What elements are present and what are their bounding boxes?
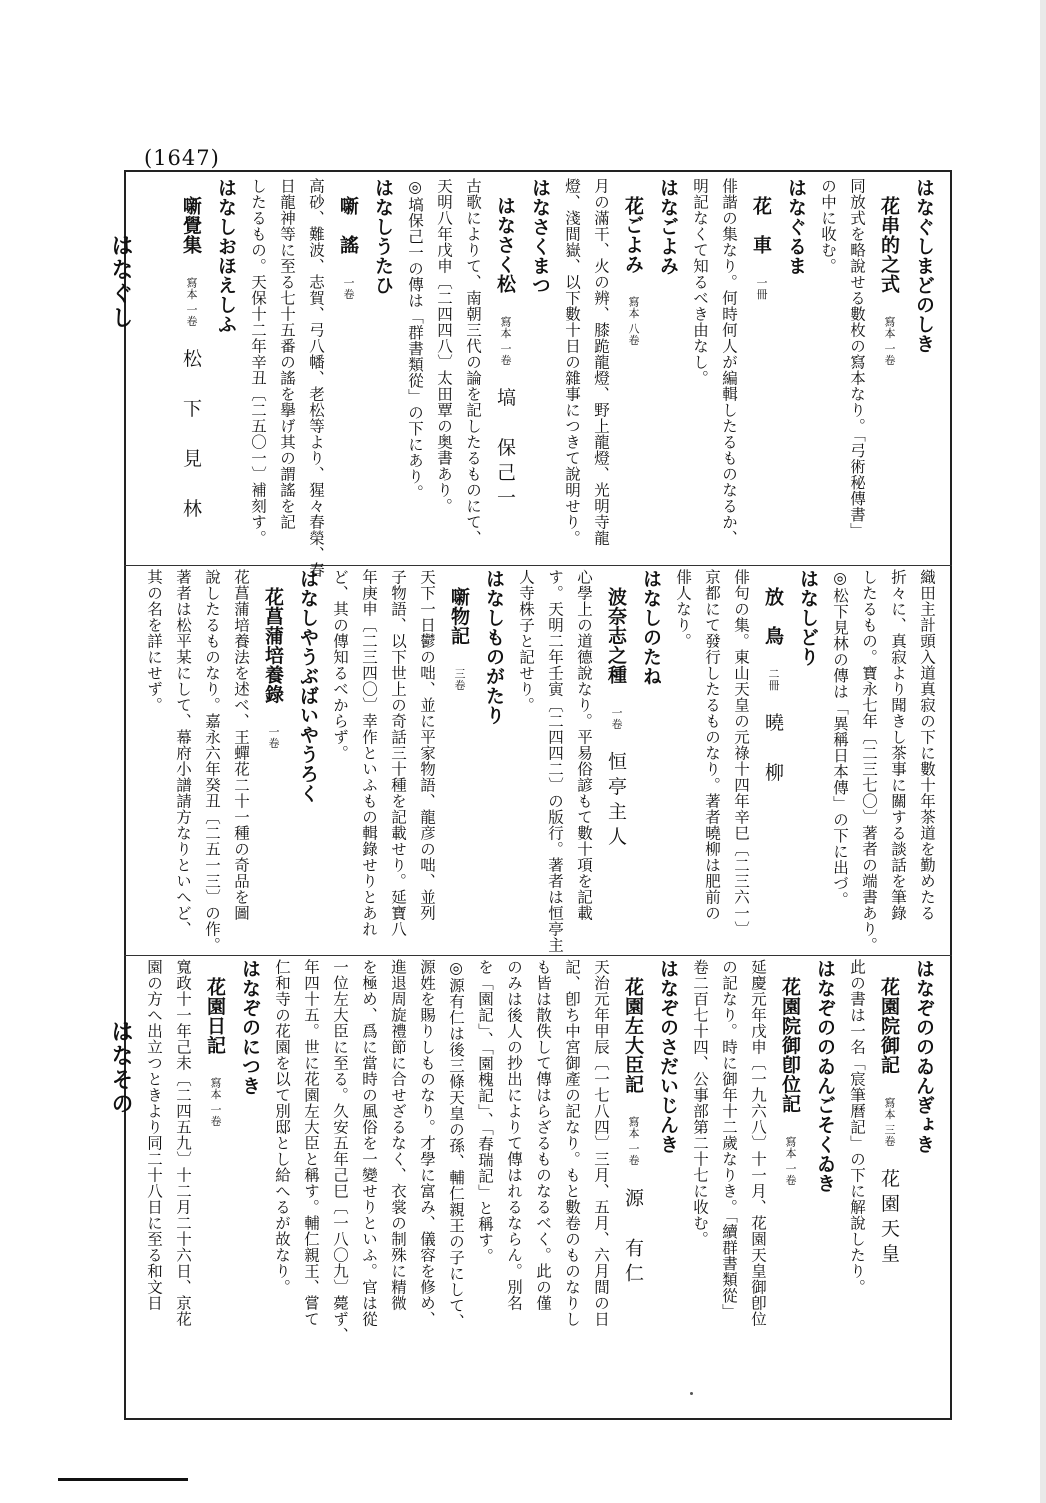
entry-format: 三卷 xyxy=(453,667,466,691)
entry-title-line xyxy=(745,178,777,562)
entry-title: 花串的之式 xyxy=(878,196,900,294)
side-heading-bottom: はなその xyxy=(108,1020,134,1116)
entry-text-line: 年庚申〔二三四〇〕幸作といふもの輯錄せりとあれ xyxy=(360,569,378,937)
entry-text-line: ど、其の傳知るべからず。 xyxy=(331,569,349,761)
entry-band-middle xyxy=(145,569,940,953)
entry-text-line: も皆は散佚して傳はらざるものなるべく。此の僅 xyxy=(534,959,552,1311)
entry-text-line: のみは後人の抄出によりて傳はれるならん。別名 xyxy=(505,959,523,1311)
entry-text-line: ◎塙保己一の傳は「群書類從」の下にあり。 xyxy=(406,178,424,501)
entry-text-line: 京都にて發行したるものなり。著者曉柳は肥前の xyxy=(703,569,721,921)
entry-text-line: 俳諧の集なり。何時何人が編輯したるものなるか、 xyxy=(720,178,738,546)
entry-text-line: 天治元年甲辰〔一七八四〕三月、五月、六月間の日 xyxy=(592,959,610,1327)
entry-author: 松 下 見 林 xyxy=(180,348,202,524)
entry-title: 噺覺集 xyxy=(180,196,202,255)
entry-title: 波奈志之種 xyxy=(605,587,627,685)
entry-title-line xyxy=(489,178,521,562)
entry-reading-heading: はなごよみ xyxy=(657,178,679,276)
entry-title-line xyxy=(757,569,789,953)
entry-title-line xyxy=(774,959,806,1411)
entry-title-line xyxy=(600,569,632,953)
entry-title-line xyxy=(199,959,231,1411)
entry-text-line: 園の方へ出立つときより同二十八日に至る和文日 xyxy=(145,959,163,1311)
entry-title-line xyxy=(257,569,289,953)
entry-text-line: 子物語、以下世上の奇話三十種を記載せり。延寶八 xyxy=(389,569,407,937)
band-divider-1 xyxy=(124,565,952,566)
entry-reading-heading: はなさくまつ xyxy=(529,178,551,295)
entry-text-line: の記なり。時に御年十二歲なりき。「續群書類從」 xyxy=(720,959,738,1320)
entry-reading-heading: はなぐしまどのしき xyxy=(913,178,935,354)
entry-title: 放 鳥 xyxy=(762,587,784,646)
entry-title: 噺物記 xyxy=(448,587,470,646)
entry-text-line: 其の名を詳にせず。 xyxy=(145,569,163,713)
entry-text-line: 同放式を略說せる數枚の寫本なり。「弓術秘傳書」 xyxy=(848,178,866,539)
entry-text-line: 年四十五。世に花園左大臣と稱す。輔仁親王、嘗て xyxy=(302,959,320,1327)
entry-title-line xyxy=(873,959,905,1411)
entry-reading-heading: はなしやうぶばいやうろく xyxy=(297,569,319,803)
entry-text-line: 仁和寺の花園を以て別邸とし給へるが故なり。 xyxy=(273,959,291,1295)
entry-title: 噺 謠 xyxy=(337,196,359,255)
entry-text-line: 此の書は一名「宸筆曆記」の下に解說したり。 xyxy=(848,959,866,1295)
entry-title-line xyxy=(443,569,475,953)
entry-reading-heading: はなぐるま xyxy=(785,178,807,276)
entry-text-line: 織田主計頭入道真寂の下に數十年茶道を勤めたる xyxy=(918,569,936,921)
entry-text-line: 俳人なり。 xyxy=(674,569,692,649)
entry-format: 寫本 一卷 xyxy=(627,1116,640,1166)
entry-reading-heading: はなぞのにつき xyxy=(239,959,261,1096)
scan-bottom-rule xyxy=(58,1478,188,1481)
entry-title: 花園日記 xyxy=(204,977,226,1055)
entry-text-line: 明記なくて知るべき由なし。 xyxy=(691,178,709,386)
entry-title-line xyxy=(617,178,649,562)
entry-title: 花 車 xyxy=(750,196,772,255)
entry-author: 恒亭主人 xyxy=(605,751,627,852)
entry-author: 源 有仁 xyxy=(622,1188,644,1288)
entry-text-line: 寬政十一年己未〔二四五九〕十二月二十六日、京花 xyxy=(174,959,192,1327)
entry-author: 花園天皇 xyxy=(878,1168,900,1269)
entry-text-line: 延慶元年戊申〔一九六八〕十一月、花園天皇御卽位 xyxy=(749,959,767,1327)
entry-text-line: 心學上の道德說なり。平易俗諺もて數十項を記載 xyxy=(575,569,593,921)
entry-text-line: 花菖蒲培養法を述べ、王蟬花二十一種の奇品を圖 xyxy=(232,569,250,921)
band-divider-2 xyxy=(124,955,952,956)
entry-text-line: 記、卽ち中宮御產の記なり。もと數卷のものなりし xyxy=(563,959,581,1327)
entry-format: 一卷 xyxy=(610,706,623,730)
entry-text-line: 著者は松平某にして、幕府小譜請方なりといへど、 xyxy=(174,569,192,937)
entry-reading-heading: はなしうたひ xyxy=(372,178,394,295)
entry-title-line xyxy=(175,178,207,562)
entry-text-line: したるもの。寶永七年〔二三七〇〕著者の端書あり。 xyxy=(860,569,878,953)
entry-reading-heading: はなしのたね xyxy=(640,569,662,686)
entry-reading-heading: はなしものがたり xyxy=(483,569,505,725)
entry-title: 花園左大臣記 xyxy=(622,977,644,1094)
entry-text-line: 燈、淺間嶽、以下數十日の雜事につきて說明せり。 xyxy=(563,178,581,546)
entry-band-bottom xyxy=(145,959,940,1411)
entry-text-line: 天明八年戊申〔二四四八〕太田覃の奥書あり。 xyxy=(435,178,453,514)
entry-reading-heading: はなしおほえしふ xyxy=(215,178,237,334)
scan-speck xyxy=(690,1392,693,1395)
scan-edge-shadow xyxy=(1040,0,1046,1503)
entry-format: 寫本 一卷 xyxy=(784,1135,797,1186)
entry-format: 寫本 一卷 xyxy=(499,315,512,366)
entry-text-line: したるもの。天保十二年辛丑〔二五〇一〕補刻す。 xyxy=(249,178,267,546)
entry-band-top xyxy=(150,178,940,578)
entry-format: 寫本 一卷 xyxy=(185,276,198,327)
entry-format: 一卷 xyxy=(342,276,355,300)
entry-author: 曉 柳 xyxy=(762,712,784,788)
entry-text-line: 人寺株子と記せり。 xyxy=(517,569,535,713)
side-heading-top: はなぐし xyxy=(108,234,134,330)
entry-text-line: 源姓を賜りしものなり。才學に富み、儀容を修め、 xyxy=(418,959,436,1327)
entry-text-line: ◎源有仁は後三條天皇の孫、輔仁親王の子にして、 xyxy=(447,959,465,1330)
entry-title: 花菖蒲培養錄 xyxy=(262,587,284,704)
entry-format: 寫本 三卷 xyxy=(883,1096,896,1147)
entry-reading-heading: はなぞののゐんぎょき xyxy=(913,959,935,1154)
entry-reading-heading: はなしどり xyxy=(797,569,819,667)
entry-text-line: の中に收む。 xyxy=(819,178,837,274)
entry-title-line xyxy=(332,178,364,562)
entry-text-line: 天下一日鬱の咄、並に平家物語、龍彦の咄、並列 xyxy=(418,569,436,921)
entry-text-line: を極め、爲に當時の風俗を一變せりといふ。官は從 xyxy=(360,959,378,1327)
entry-title: 花ごよみ xyxy=(622,196,644,274)
entry-text-line: ◎松下見林の傳は「異稱日本傳」の下に出づ。 xyxy=(831,569,849,908)
entry-title: 花園院御卽位記 xyxy=(779,977,801,1114)
entry-title: 花園院御記 xyxy=(878,977,900,1075)
entry-text-line: 說したるものなり。嘉永六年癸丑〔二五一三〕の作。 xyxy=(203,569,221,953)
entry-text-line: 一位左大臣に至る。久安五年己巳〔一八〇九〕薨ず、 xyxy=(331,959,349,1343)
entry-text-line: を「園記」、「園槐記」、「春瑞記」と稱す。 xyxy=(476,959,494,1264)
entry-text-line: 俳句の集。東山天皇の元祿十四年辛巳〔二三六一〕 xyxy=(732,569,750,937)
entry-text-line: 進退周旋禮節に合せざるなく、衣裳の制殊に精微 xyxy=(389,959,407,1311)
entry-reading-heading: はなぞののゐんごそくゐき xyxy=(814,959,836,1193)
entry-title-line xyxy=(617,959,649,1411)
entry-format: 寫本 一卷 xyxy=(209,1077,222,1127)
entry-format: 二冊 xyxy=(767,667,780,691)
entry-text-line: 月の滿干、火の辨、膝跪龍燈、野上龍燈、光明寺龍 xyxy=(592,178,610,546)
page-number: (1647) xyxy=(144,146,220,170)
entry-format: 寫本 一卷 xyxy=(883,315,896,366)
entry-format: 一卷 xyxy=(267,726,280,749)
entry-format: 一冊 xyxy=(755,276,768,300)
entry-text-line: 日龍神等に至る七十五番の謠を擧げ其の謂謠を記 xyxy=(278,178,296,530)
entry-text-line: 古歌によりて、南朝三代の論を記したるものにて、 xyxy=(464,178,482,546)
entry-text-line: 卷二百七十四、公事部第二十七に收む。 xyxy=(691,959,709,1247)
entry-text-line: 高砂、難波、志賀、弓八幡、老松等より、猩々春榮、春 xyxy=(307,178,325,578)
entry-format: 寫本 八卷 xyxy=(627,296,640,346)
entry-reading-heading: はなぞのさだいじんき xyxy=(657,959,679,1154)
entry-text-line: 折々に、真寂より聞きし茶事に關する談話を筆錄 xyxy=(889,569,907,921)
entry-text-line: す。天明二年壬寅〔二四四二〕の版行。著者は恒亭主 xyxy=(546,569,564,953)
entry-author: 塙 保己一 xyxy=(494,387,516,513)
entry-title: はなさく松 xyxy=(494,196,516,294)
entry-title-line xyxy=(873,178,905,562)
